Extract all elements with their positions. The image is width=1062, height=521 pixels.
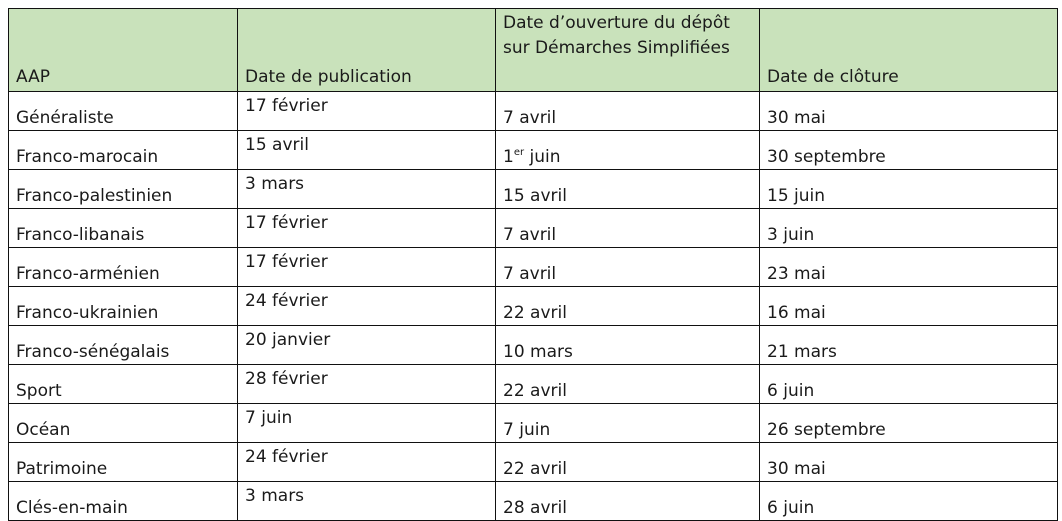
cell-publication: 3 mars (238, 170, 496, 209)
table-row (9, 248, 1058, 287)
cell-publication: 17 février (238, 248, 496, 287)
ordinal-suffix: er (513, 147, 525, 158)
table-row (9, 209, 1058, 248)
table-row (9, 365, 1058, 404)
cell-cloture: 6 juin (760, 482, 1058, 521)
cell-cloture: 15 juin (760, 170, 1058, 209)
cell-cloture: 26 septembre (760, 404, 1058, 443)
cell-ouverture: 22 avril (496, 287, 760, 326)
cell-aap: Franco-ukrainien (9, 287, 238, 326)
aap-schedule-table (8, 8, 1058, 521)
cell-publication: 7 juin (238, 404, 496, 443)
cell-cloture: 30 septembre (760, 131, 1058, 170)
cell-cloture: 30 mai (760, 92, 1058, 131)
cell-ouverture: 7 avril (496, 248, 760, 287)
header-row (9, 9, 1058, 92)
cell-aap: Patrimoine (9, 443, 238, 482)
cell-aap: Clés-en-main (9, 482, 238, 521)
cell-ouverture: 28 avril (496, 482, 760, 521)
table-row (9, 287, 1058, 326)
cell-ouverture: 22 avril (496, 443, 760, 482)
table-row (9, 404, 1058, 443)
cell-aap: Franco-arménien (9, 248, 238, 287)
table-row (9, 92, 1058, 131)
cell-aap: Généraliste (9, 92, 238, 131)
cell-aap: Océan (9, 404, 238, 443)
cell-publication: 17 février (238, 209, 496, 248)
cell-publication: 20 janvier (238, 326, 496, 365)
cell-publication: 28 février (238, 365, 496, 404)
cell-ouverture: 10 mars (496, 326, 760, 365)
cell-aap: Franco-sénégalais (9, 326, 238, 365)
cell-publication: 3 mars (238, 482, 496, 521)
cell-aap: Sport (9, 365, 238, 404)
ouverture-month: juin (524, 147, 561, 167)
cell-aap: Franco-libanais (9, 209, 238, 248)
table-row (9, 443, 1058, 482)
table-header (9, 9, 1058, 92)
cell-ouverture: 15 avril (496, 170, 760, 209)
cell-publication: 17 février (238, 92, 496, 131)
table-row (9, 482, 1058, 521)
cell-ouverture: 7 avril (496, 209, 760, 248)
table-row (9, 326, 1058, 365)
cell-publication: 15 avril (238, 131, 496, 170)
cell-ouverture: 7 juin (496, 404, 760, 443)
ordinal-number: 1 (503, 147, 514, 167)
cell-ouverture (496, 131, 760, 170)
cell-ouverture: 22 avril (496, 365, 760, 404)
header-date-ouverture: Date d’ouverture du dépôt sur Démarches Simplifiées (496, 9, 760, 92)
table-row (9, 131, 1058, 170)
table-row (9, 170, 1058, 209)
cell-ouverture: 7 avril (496, 92, 760, 131)
cell-cloture: 21 mars (760, 326, 1058, 365)
cell-aap: Franco-marocain (9, 131, 238, 170)
cell-cloture: 6 juin (760, 365, 1058, 404)
cell-aap: Franco-palestinien (9, 170, 238, 209)
cell-cloture: 3 juin (760, 209, 1058, 248)
cell-cloture: 23 mai (760, 248, 1058, 287)
cell-cloture: 30 mai (760, 443, 1058, 482)
header-date-publication: Date de publication (238, 9, 496, 92)
header-aap: AAP (9, 9, 238, 92)
cell-publication: 24 février (238, 443, 496, 482)
cell-cloture: 16 mai (760, 287, 1058, 326)
header-date-cloture: Date de clôture (760, 9, 1058, 92)
cell-publication: 24 février (238, 287, 496, 326)
table-body (9, 92, 1058, 521)
